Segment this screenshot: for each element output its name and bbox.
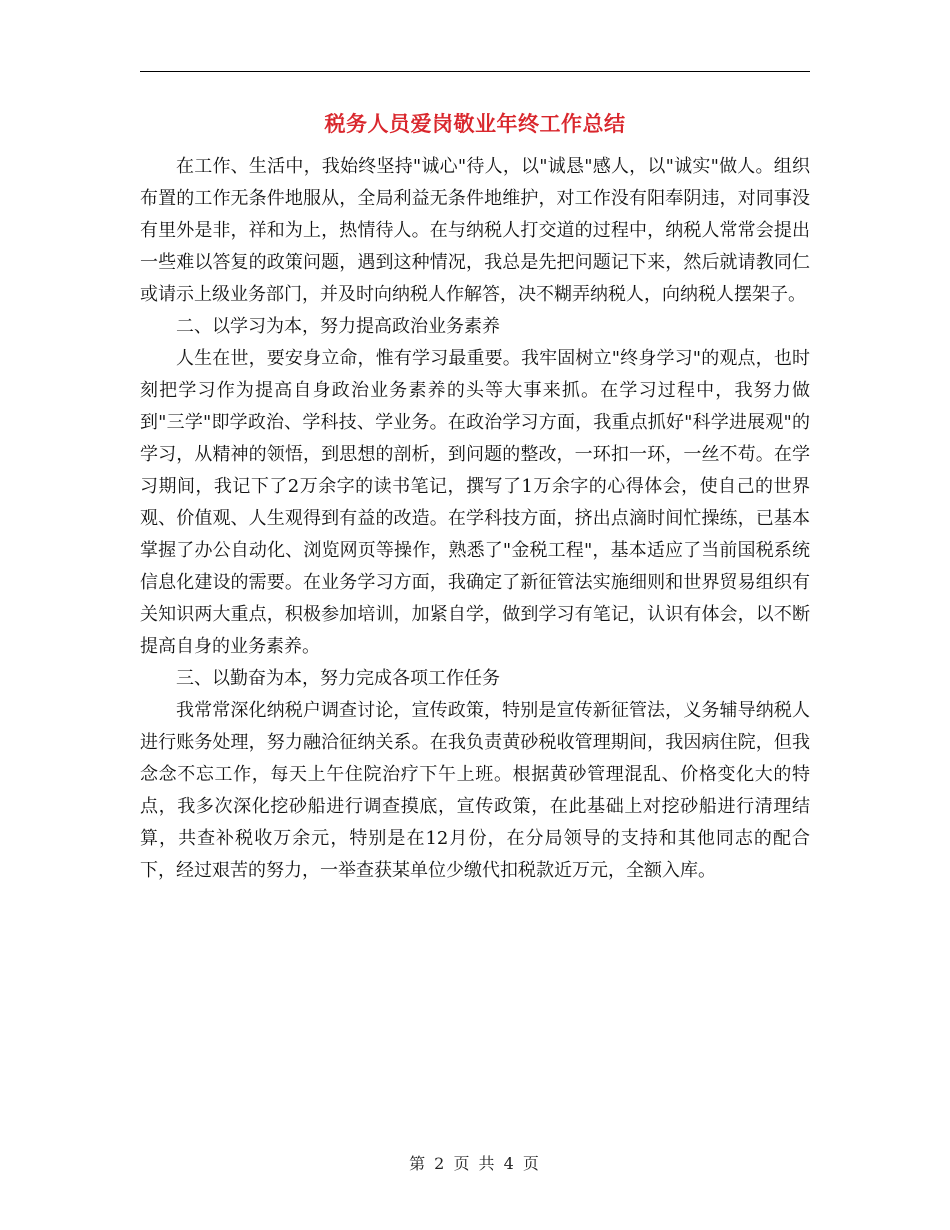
- paragraph-attitude: 在工作、生活中，我始终坚持"诚心"待人，以"诚恳"感人，以"诚实"做人。组织布置的工作无条件地服从，全局利益无条件地维护，对工作没有阳奉阴违，对同事没有里外是非，祥和为上，热情待人。在与纳税人打交道的过程中，纳税人常常会提出一些难以答复的政策问题，遇到这种情况，我总是先把问题记下来，然后就请教同仁或请示上级业务部门，并及时向纳税人作解答，决不糊弄纳税人，向纳税人摆架子。: [140, 156, 810, 305]
- document-body: [140, 151, 810, 887]
- header-rule: [140, 71, 810, 72]
- document-title: 税务人员爱岗敬业年终工作总结: [324, 112, 626, 136]
- paragraph-study: 人生在世，要安身立命，惟有学习最重要。我牢固树立"终身学习"的观点，也时刻把学习作为提高自身政治业务素养的头等大事来抓。在学习过程中，我努力做到"三学"即学政治、学科技、学业务。在政治学习方面，我重点抓好"科学进展观"的学习，从精神的领悟，到思想的剖析，到问题的整改，一环扣一环，一丝不苟。在学习期间，我记下了2万余字的读书笔记，撰写了1万余字的心得体会，使自己的世界观、价值观、人生观得到有益的改造。在学科技方面，挤出点滴时间忙操练，已基本掌握了办公自动化、浏览网页等操作，熟悉了"金税工程"，基本适应了当前国税系统信息化建设的需要。在业务学习方面，我确定了新征管法实施细则和世界贸易组织有关知识两大重点，积极参加培训，加紧自学，做到学习有笔记，认识有体会，以不断提高自身的业务素养。: [140, 348, 810, 657]
- page-number-footer: 第 2 页 共 4 页: [409, 1154, 541, 1173]
- section-heading-study: 二、以学习为本，努力提高政治业务素养: [176, 316, 500, 337]
- paragraph-diligence: 我常常深化纳税户调查讨论，宣传政策，特别是宣传新征管法，义务辅导纳税人进行账务处理，努力融洽征纳关系。在我负责黄砂税收管理期间，我因病住院，但我念念不忘工作，每天上午住院治疗下午上班。根据黄砂管理混乱、价格变化大的特点，我多次深化挖砂船进行调查摸底，宣传政策，在此基础上对挖砂船进行清理结算，共查补税收万余元，特别是在12月份，在分局领导的支持和其他同志的配合下，经过艰苦的努力，一举查获某单位少缴代扣税款近万元，全额入库。: [140, 700, 810, 881]
- section-heading-diligence: 三、以勤奋为本，努力完成各项工作任务: [176, 668, 500, 689]
